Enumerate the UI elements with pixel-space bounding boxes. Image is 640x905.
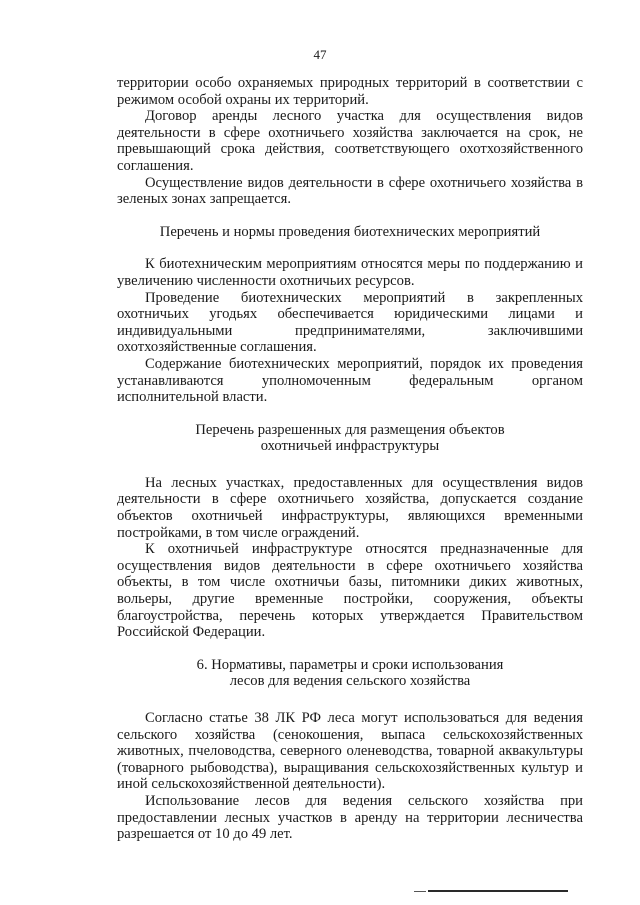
- heading-biotechnical: Перечень и нормы проведения биотехнических мероприятий: [159, 223, 541, 240]
- paragraph-lease-term: Договор аренды лесного участка для осуществления видов деятельности в сфере охотничьего хозяйства заключается на срок, не превышающий срока действия, соответствующего охотхозяйственного соглашения.: [117, 108, 583, 174]
- heading-section6-line1: 6. Нормативы, параметры и сроки использования: [196, 656, 504, 673]
- footer-rule-thin: [414, 891, 426, 892]
- paragraph-biotech-content: Содержание биотехнических мероприятий, порядок их проведения устанавливаются уполномоченным федеральным органом исполнительной власти.: [117, 355, 583, 406]
- paragraph-infrastructure-types: К охотничьей инфраструктуре относятся предназначенные для осуществления видов деятельности в сфере охотничьего хозяйства объекты, в том числе охотничьи базы, питомники диких животных, вольеры, другие временные постройки, сооружения, объекты благоустройства, перечень которых утверждается Правительством Российской Федерации.: [117, 541, 583, 641]
- page-number: 47: [313, 47, 327, 62]
- heading-section6-line2: лесов для ведения сельского хозяйства: [229, 673, 471, 690]
- heading-infrastructure-line2: охотничьей инфраструктуры: [260, 438, 440, 455]
- heading-infrastructure-line1: Перечень разрешенных для размещения объектов: [195, 421, 505, 438]
- paragraph-biotech-conduct: Проведение биотехнических мероприятий в закрепленных охотничьих угодьях обеспечивается юридическими лицами и индивидуальными предпринимателями, заключившими охотхозяйственные соглашения.: [117, 289, 583, 356]
- paragraph-continuation: территории особо охраняемых природных территорий в соответствии с режимом особой охраны их территорий.: [117, 75, 583, 108]
- footer-rule: [428, 890, 568, 892]
- paragraph-infrastructure-allowed: На лесных участках, предоставленных для осуществления видов деятельности в сфере охотничьего хозяйства, допускается создание объектов охотничьей инфраструктуры, являющихся временными постройками, в том числе ограждений.: [117, 474, 583, 541]
- paragraph-green-zones: Осуществление видов деятельности в сфере охотничьего хозяйства в зеленых зонах запрещается.: [117, 174, 583, 208]
- paragraph-agriculture-article38: Согласно статье 38 ЛК РФ леса могут использоваться для ведения сельского хозяйства (сенокошения, выпаса сельскохозяйственных животных, пчеловодства, северного оленеводства, товарной аквакультуры (товарного рыбоводства), выращивания сельскохозяйственных культур и иной сельскохозяйственной деятельности).: [117, 710, 583, 793]
- paragraph-biotech-measures: К биотехническим мероприятиям относятся меры по поддержанию и увеличению численности охотничьих ресурсов.: [117, 256, 583, 289]
- page-content: [117, 75, 583, 843]
- paragraph-agriculture-lease-term: Использование лесов для ведения сельского хозяйства при предоставлении лесных участков в аренду на территории лесничества разрешается от 10 до 49 лет.: [117, 792, 583, 843]
